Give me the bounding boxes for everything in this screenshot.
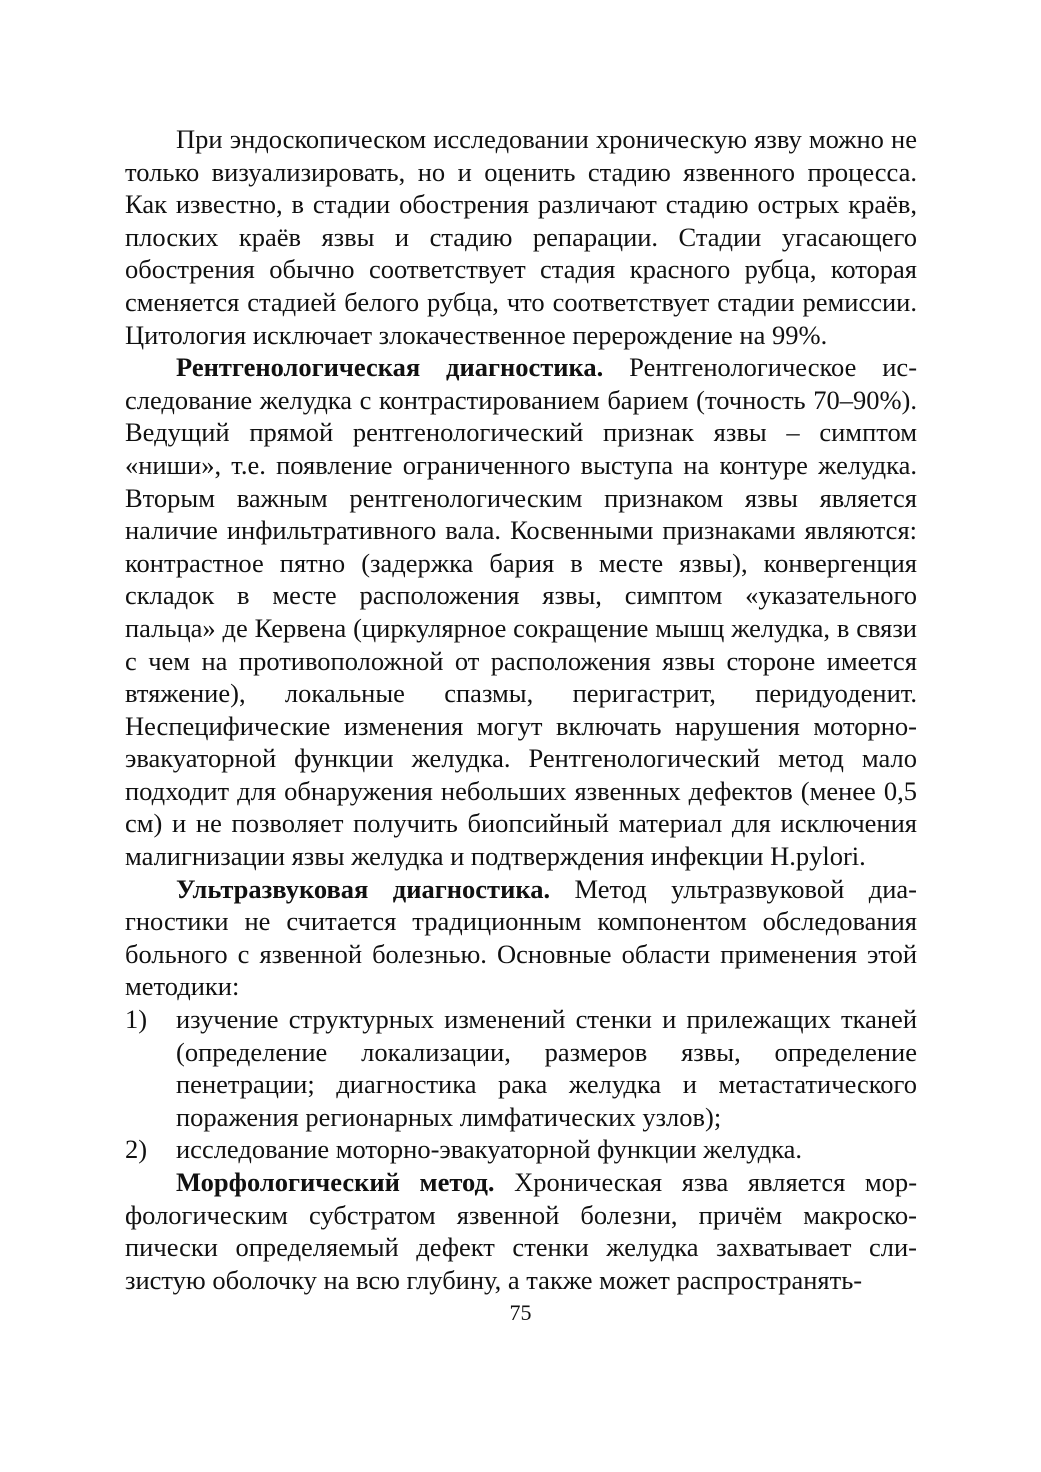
list-item: [125, 1133, 917, 1166]
paragraph-morphology: [125, 1166, 917, 1296]
heading-ultrasound: Ультразвуковая диагностика.: [176, 873, 551, 904]
paragraph-radiology: [125, 351, 917, 873]
paragraph-ultrasound-text: Метод ультразвуковой диагностики не считается традиционным компонентом обследования больного с язвенной болезнью. Основные области применения этой методики:: [125, 873, 917, 1002]
list-item-number: 1): [125, 1004, 148, 1035]
list-item-text: изучение структурных изменений стенки и прилежащих тканей (определение локализации, размеров язвы, определение пенетрации; диагностика рака желудка и метастатического поражения регионарных лимфатических узлов);: [176, 1004, 917, 1132]
list-item-text: исследование моторно-эвакуаторной функции желудка.: [176, 1134, 803, 1165]
page-number: 75: [509, 1300, 532, 1325]
page-body: [125, 123, 917, 1296]
paragraph-radiology-text: Рентгенологическое исследование желудка с контрастированием барием (точность 70–90%). Ведущий прямой рентгенологический признак язвы – симптом «ниши», т.е. появление ограниченного выступа на контуре желудка. Вторым важным рентгенологическим признаком язвы является наличие инфильтративного вала. Косвенными признаками являются: контрастное пятно (задержка бария в месте язвы), конвергенция складок в месте расположения язвы, симптом «указательного пальца» де Кервена (циркулярное сокращение мышц желудка, в связи с чем на противоположной от расположения язвы стороне имеется втяжение), локальные спазмы, перигастрит, перидуоденит. Неспецифические изменения могут включать нарушения моторно-эвакуаторной функции желудка. Рентгенологический метод мало подходит для обнаружения небольших язвенных дефектов (менее 0,5 см) и не позволяет получить биопсийный материал для исключения малигнизации язвы желудка и подтверждения инфекции H.pylori.: [125, 352, 918, 872]
paragraph-endoscopy: При эндоскопическом исследовании хроническую язву можно не только визуализировать, но и оценить стадию язвенного процесса. Как известно, в стадии обострения различают стадию острых краёв, плоских краёв язвы и стадию репарации. Стадии угасающего обострения обычно соответствует стадия красного рубца, которая сменяется стадией белого рубца, что соответствует стадии ремиссии. Цитология исключает злокачественное перерождение на 99%.: [125, 124, 917, 350]
heading-morphology: Морфологический метод.: [176, 1167, 495, 1197]
paragraph-morphology-text: Хроническая язва является морфологическим субстратом язвенной болезни, причём макроскопически определяемый дефект стенки желудка захватывает слизистую оболочку на всю глубину, а также может распространять-: [125, 1167, 918, 1295]
ultrasound-applications-list: [125, 1003, 917, 1166]
list-item-number: 2): [125, 1134, 148, 1165]
list-item: [125, 1003, 917, 1133]
heading-radiology: Рентгенологическая диагностика.: [176, 352, 604, 383]
paragraph-ultrasound: [125, 873, 917, 1003]
